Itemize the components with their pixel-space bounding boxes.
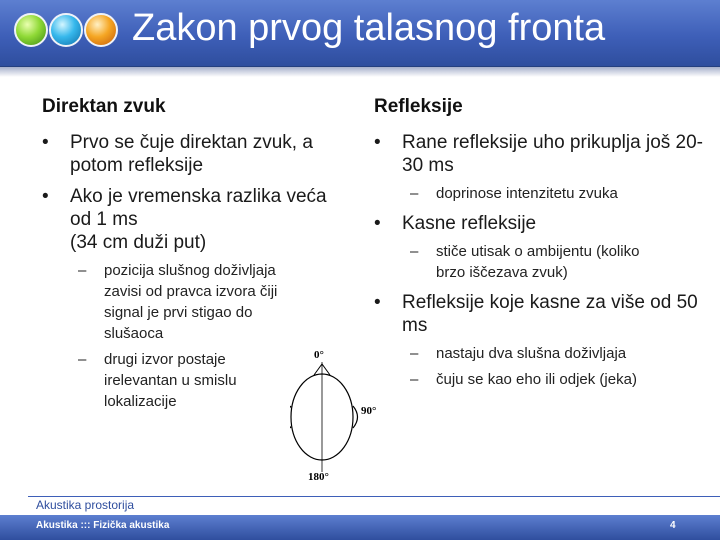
green-orb-icon [14,13,48,47]
bullet-item: • Prvo se čuje direktan zvuk, a potom refleksije [42,131,342,177]
right-bullet-list [374,131,704,390]
head-direction-diagram [290,340,390,485]
slide-title: Zakon prvog talasnog fronta [132,7,606,49]
sub-bullet-item: – stiče utisak o ambijentu (koliko brzo iščezava zvuk) [402,241,666,283]
right-heading: Refleksije [374,96,463,117]
angle-180-label: 180° [308,471,329,483]
sub-bullet-item: – doprinose intenzitetu zvuka [402,183,704,204]
blue-orb-icon [49,13,83,47]
sub-bullet-list [402,241,704,283]
sub-bullet-list [402,343,704,390]
footer-course-title: Akustika prostorija [36,498,135,512]
orange-orb-icon [84,13,118,47]
title-shadow [0,67,720,77]
bullet-item: • Ako je vremenska razlika veća od 1 ms (34 cm duži put) – pozicija slušnog doživljaja zavisi od pravca izvora čiji signal je prvi stigao do slušaoca – drugi izvor postaje irelevantan u smislu lokalizacije [42,185,342,412]
bullet-item: • Refleksije koje kasne za više od 50 ms – nastaju dva slušna doživljaja – čuju se kao eho ili odjek (jeka) [374,291,704,390]
bullet-item: • Rane refleksije uho prikuplja još 20-30 ms – doprinose intenzitetu zvuka [374,131,704,204]
right-column [374,96,704,398]
sub-bullet-list [402,183,704,204]
left-heading: Direktan zvuk [42,96,166,117]
sub-bullet-item: – nastaju dva slušna doživljaja [402,343,704,364]
footer-text: Akustika ::: Fizička akustika [36,520,170,531]
page-number: 4 [670,520,676,531]
footer-divider [28,496,720,497]
sub-bullet-item: – drugi izvor postaje irelevantan u smislu lokalizacije [70,349,284,412]
angle-90-label: 90° [361,405,377,417]
sub-bullet-item: – pozicija slušnog doživljaja zavisi od pravca izvora čiji signal je prvi stigao do slušaoca [70,260,314,344]
right-ear [353,406,358,428]
sub-bullet-item: – čuju se kao eho ili odjek (jeka) [402,369,704,390]
bullet-item: • Kasne refleksije – stiče utisak o ambijentu (koliko brzo iščezava zvuk) [374,212,704,283]
angle-0-label: 0° [314,349,324,361]
